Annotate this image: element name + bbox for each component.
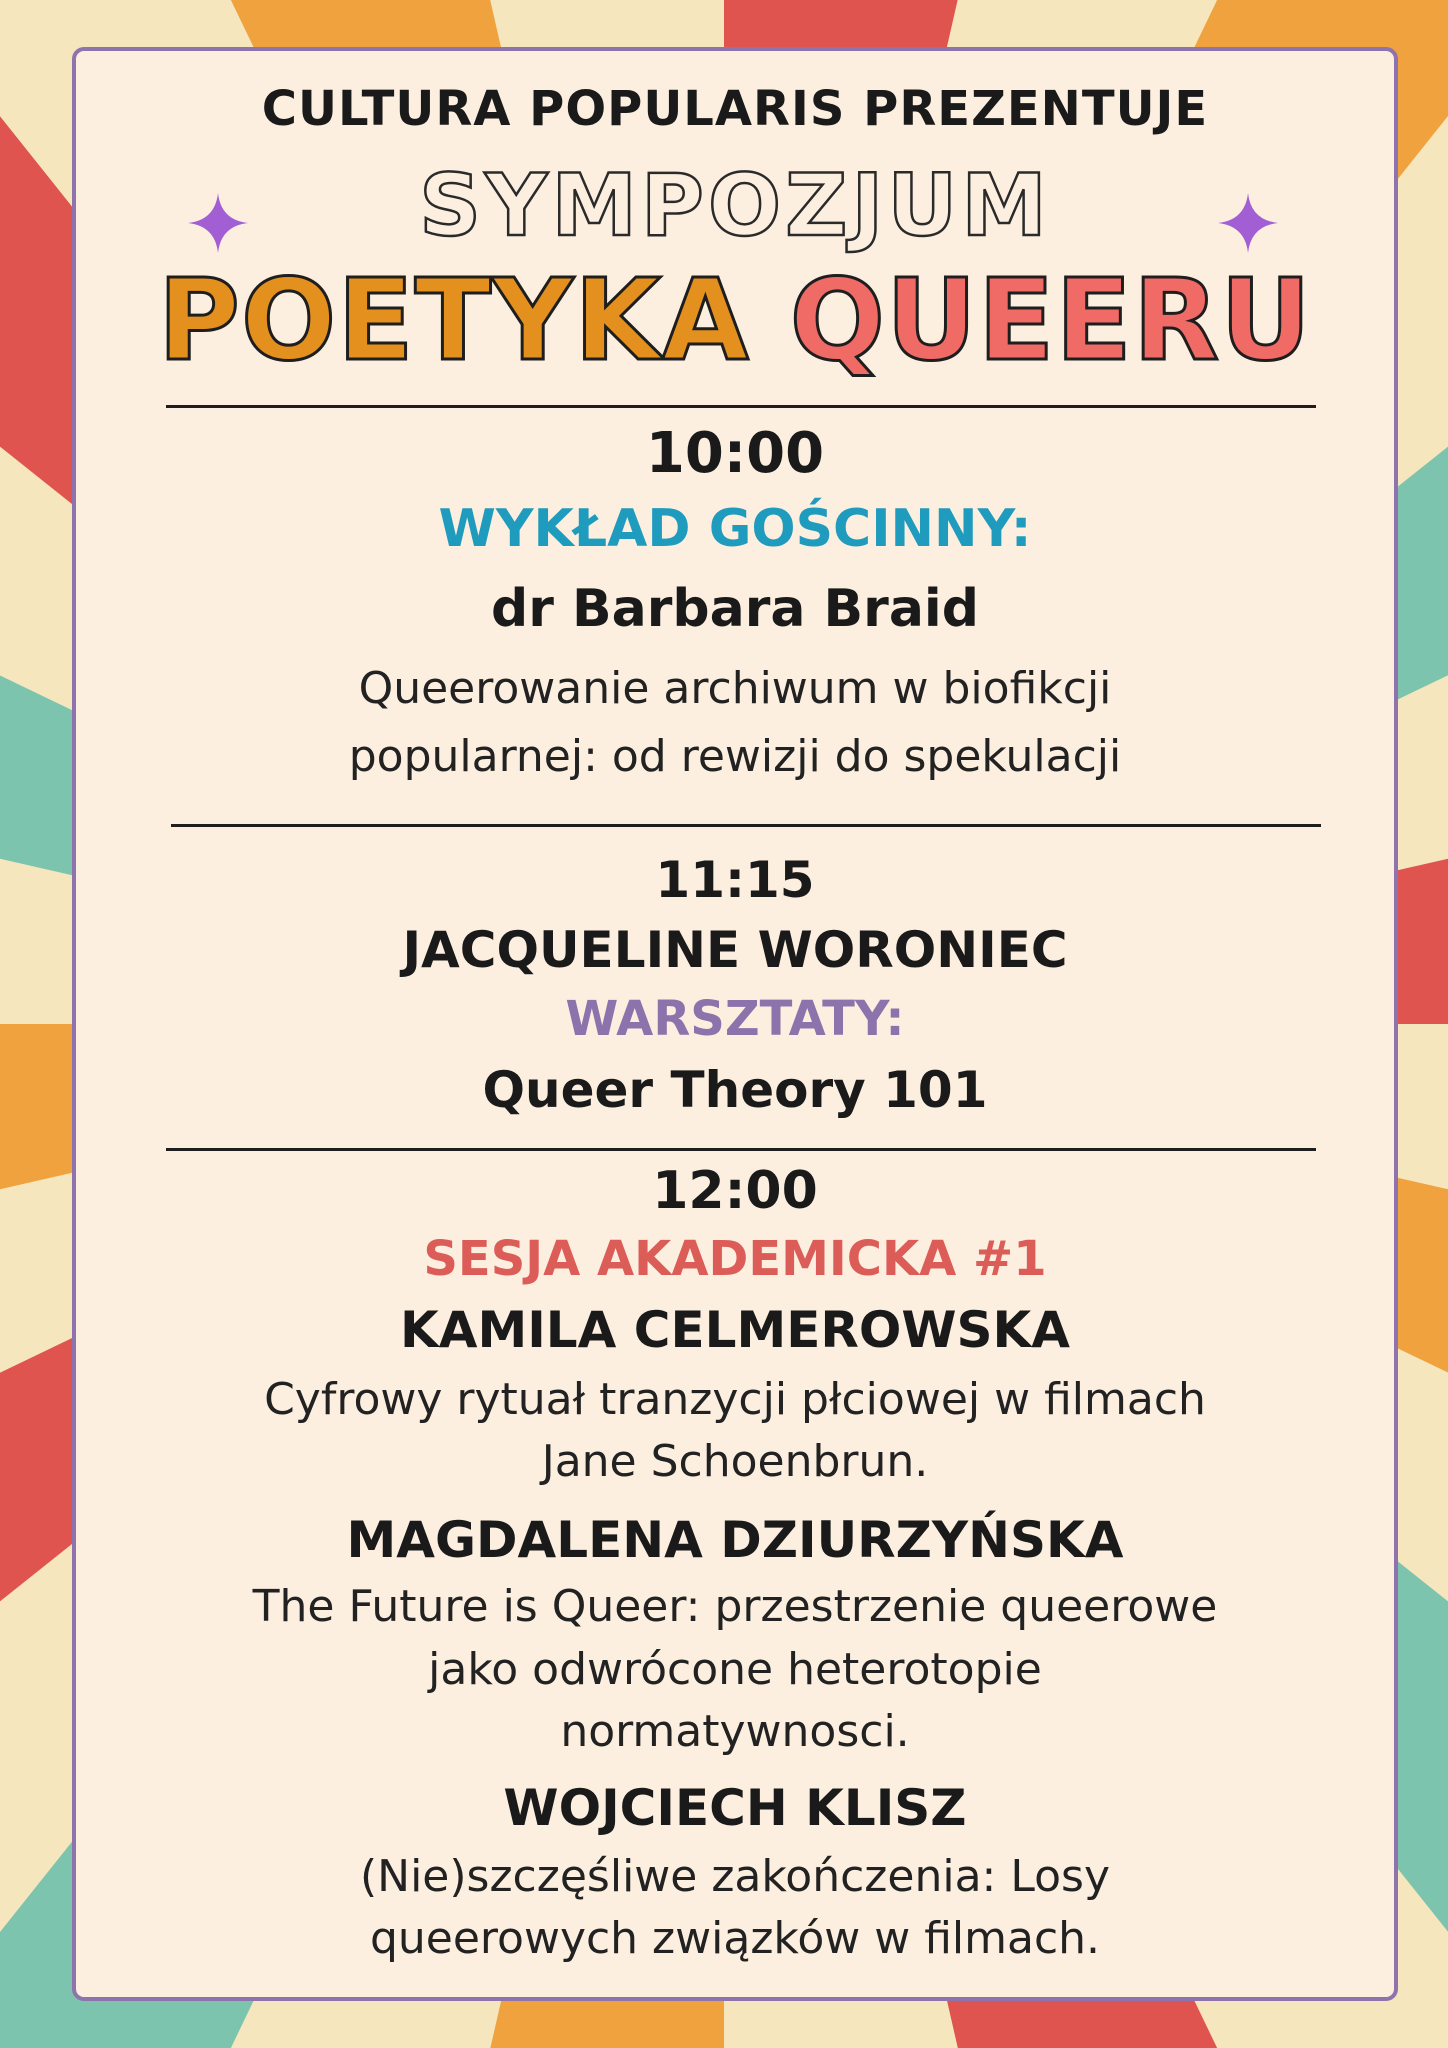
- session-1-speaker: dr Barbara Braid: [491, 579, 979, 639]
- presenter-line: CULTURA POPULARIS PREZENTUJE: [261, 81, 1209, 137]
- title-poetyka: POETYKA: [157, 256, 750, 386]
- title-queeru: QUEERU: [789, 256, 1313, 386]
- talk-1-description-line-1: Cyfrowy rytuał tranzycji płciowej w filmach: [264, 1374, 1206, 1425]
- talk-2-description-line-3: normatywnosci.: [560, 1706, 910, 1757]
- talk-3-description-line-1: (Nie)szczęśliwe zakończenia: Losy: [360, 1851, 1110, 1902]
- session-3-heading: SESJA AKADEMICKA #1: [423, 1231, 1047, 1287]
- talk-3-speaker: WOJCIECH KLISZ: [503, 1779, 967, 1837]
- talk-2-speaker: MAGDALENA DZIURZYŃSKA: [346, 1511, 1124, 1569]
- session-1-description-line-1: Queerowanie archiwum w biofikcji: [358, 663, 1112, 714]
- session-3-time: 12:00: [652, 1161, 818, 1221]
- session-2-speaker: JACQUELINE WORONIEC: [402, 921, 1068, 979]
- session-1-description-line-2: popularnej: od rewizji do spekulacji: [348, 731, 1122, 782]
- divider-1: [166, 405, 1316, 408]
- divider-3: [166, 1148, 1316, 1151]
- session-1-time: 10:00: [645, 421, 825, 486]
- session-2-topic: Queer Theory 101: [482, 1061, 988, 1119]
- session-2-time: 11:15: [655, 851, 815, 909]
- symposium-kicker: SYMPOZJUM: [419, 156, 1051, 256]
- divider-2: [171, 824, 1321, 827]
- program-panel: [72, 47, 1398, 2001]
- session-2-heading: WARSZTATY:: [565, 991, 905, 1047]
- talk-2-description-line-2: jako odwrócone heterotopie: [428, 1644, 1042, 1695]
- event-title: [76, 256, 1394, 386]
- session-1-heading: WYKŁAD GOŚCINNY:: [438, 499, 1032, 559]
- talk-2-description-line-1: The Future is Queer: przestrzenie queerowe: [252, 1581, 1218, 1632]
- talk-1-description-line-2: Jane Schoenbrun.: [541, 1436, 929, 1487]
- talk-3-description-line-2: queerowych związków w filmach.: [369, 1913, 1101, 1964]
- talk-1-speaker: KAMILA CELMEROWSKA: [400, 1301, 1070, 1359]
